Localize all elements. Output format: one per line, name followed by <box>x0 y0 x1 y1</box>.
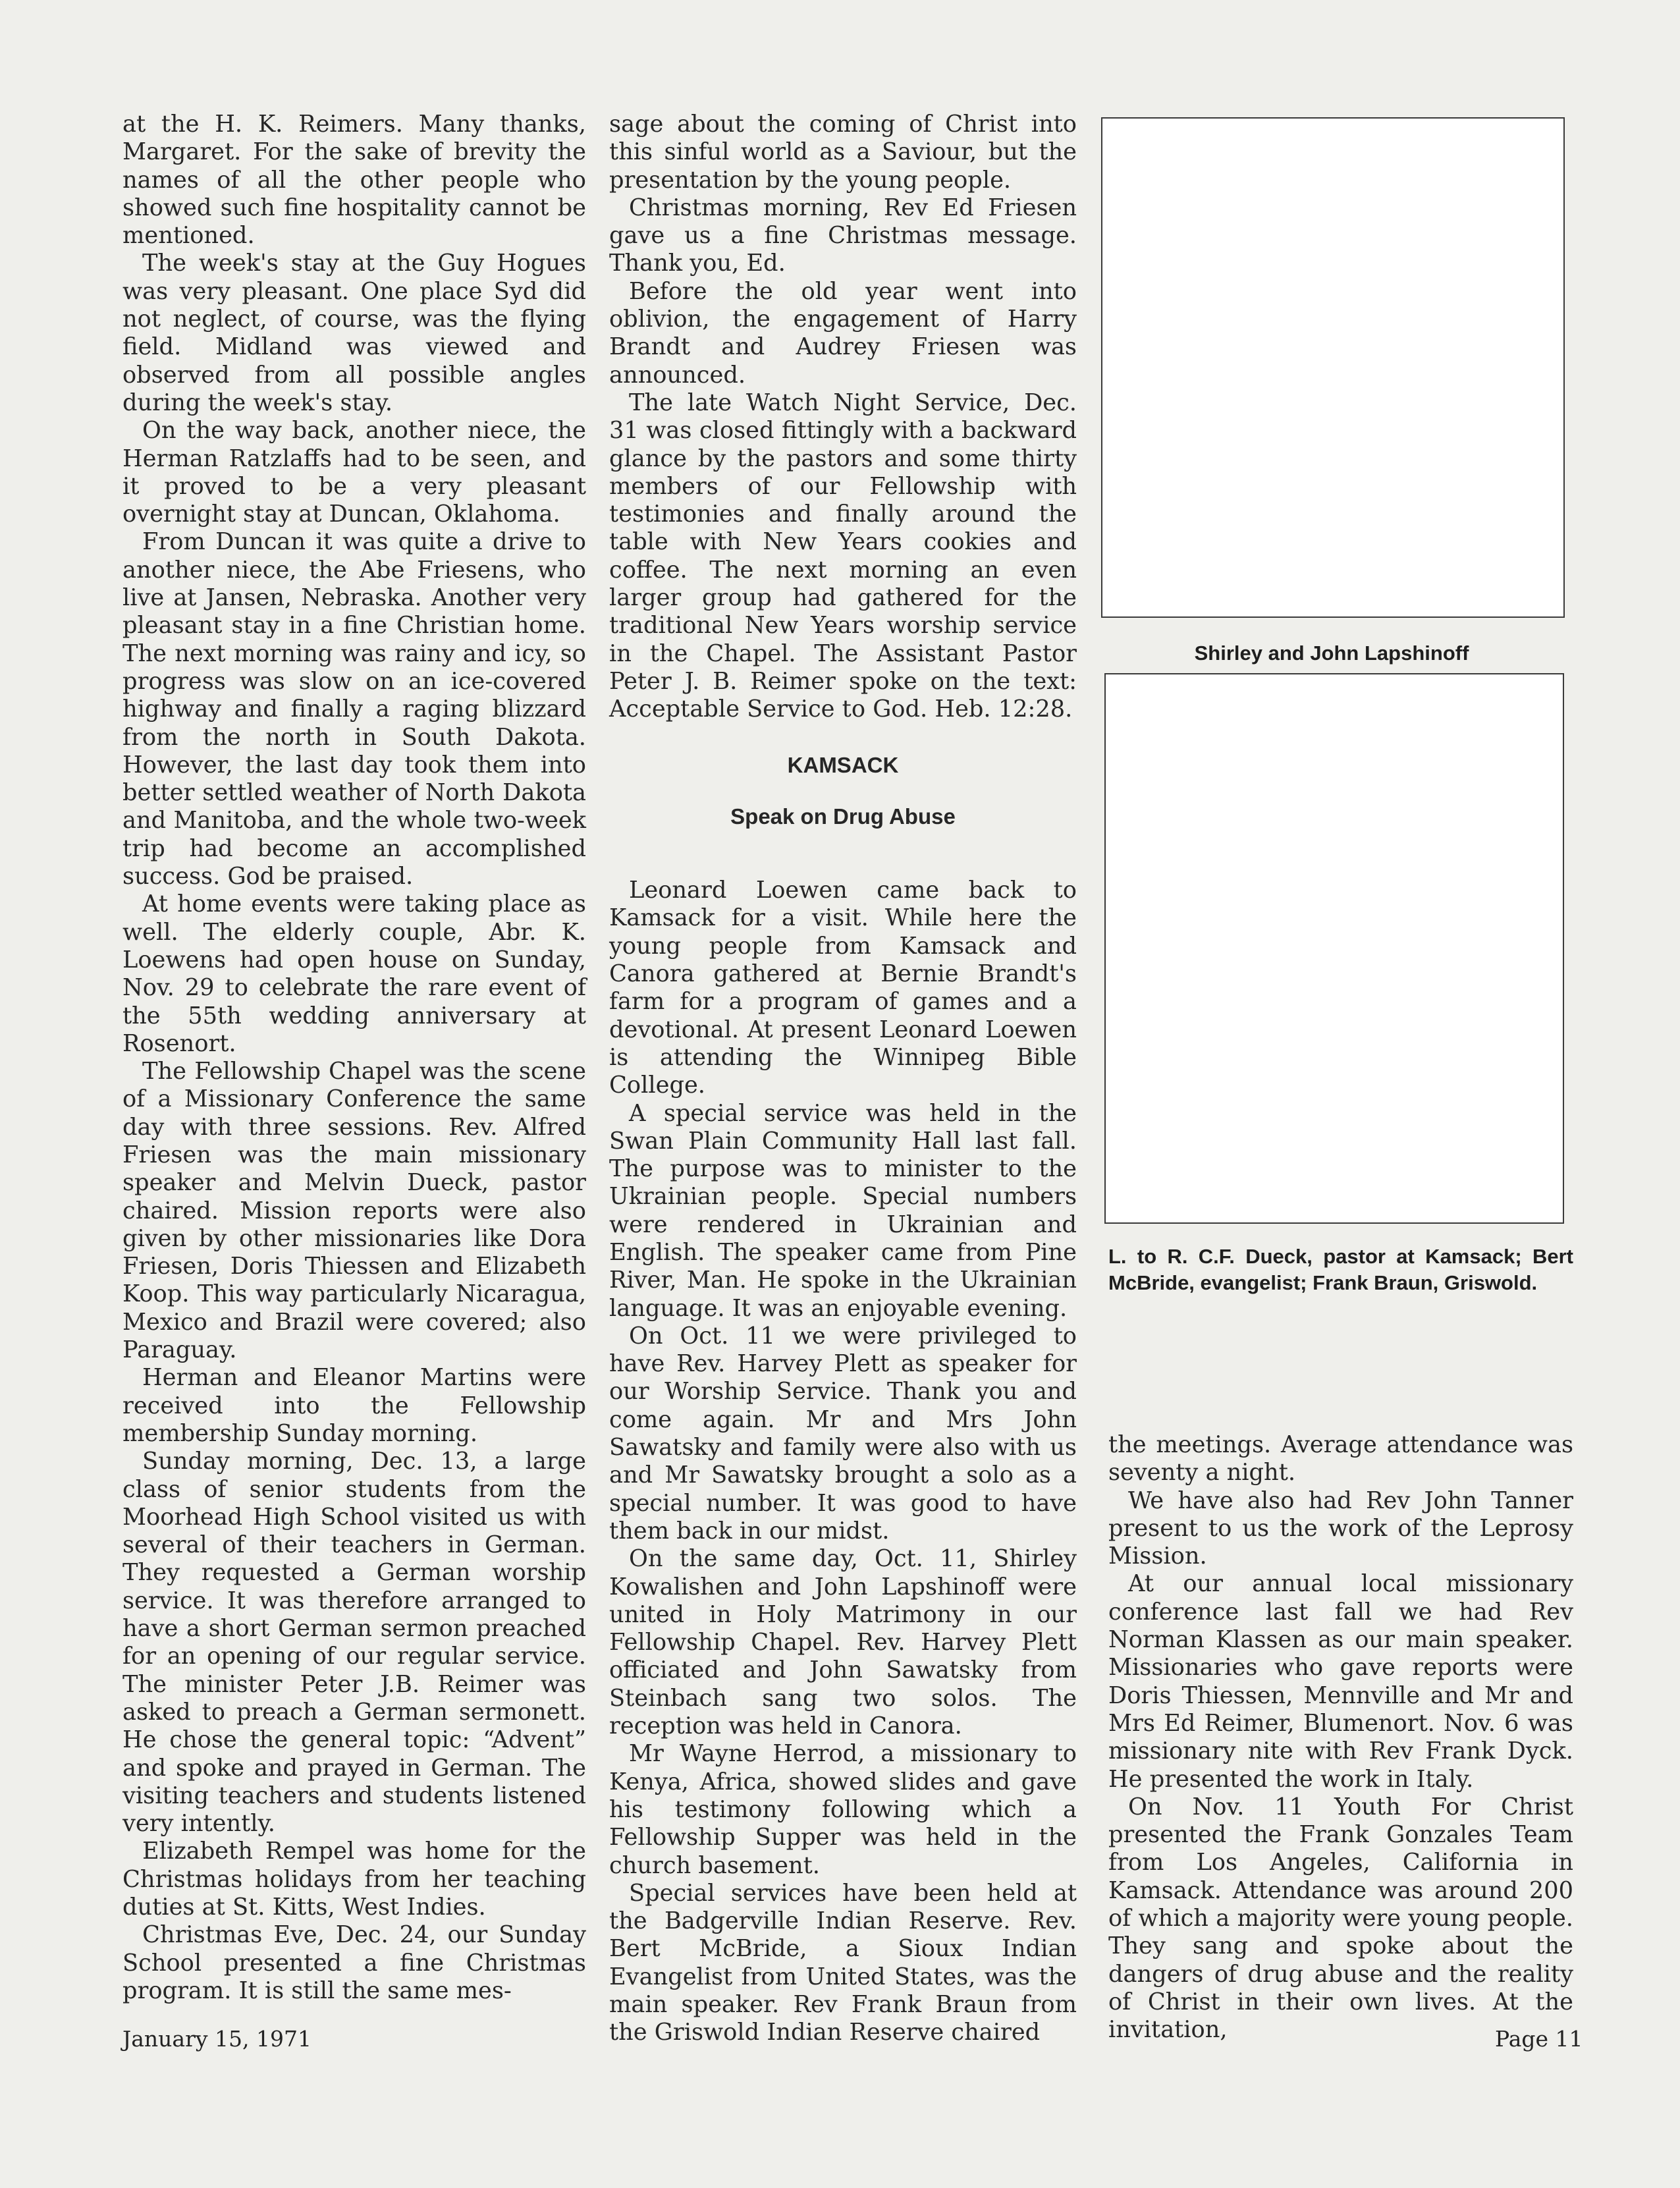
article-column-1 <box>122 111 586 2005</box>
paragraph: Elizabeth Rempel was home for the Christmas holidays from her teaching duties at St. Kitts, West Indies. <box>122 1838 586 1921</box>
paragraph: The week's stay at the Guy Hogues was very pleasant. One place Syd did not neglect, of course, was the flying field. Midland was viewed and observed from all possible angles during the week's stay. <box>122 250 586 416</box>
paragraph: At our annual local missionary conference last fall we had Rev Norman Klassen as our main speaker. Missionaries who gave reports were Doris Thiessen, Mennville and Mr and Mrs Ed Reimer, Blumenort. Nov. 6 was missionary nite with Rev Frank Dyck. He presented the work in Italy. <box>1108 1570 1573 1793</box>
photo-dueck-mcbride-braun <box>1104 673 1564 1224</box>
paragraph: Before the old year went into oblivion, the engagement of Harry Brandt and Audrey Friesen was announced. <box>609 277 1077 389</box>
paragraph: At home events were taking place as well. The elderly couple, Abr. K. Loewens had open house on Sunday, Nov. 29 to celebrate the rare event of the 55th wedding anniversary at Rosenort. <box>122 890 586 1057</box>
section-subtitle: Speak on Drug Abuse <box>730 804 956 829</box>
paragraph: A special service was held in the Swan Plain Community Hall last fall. The purpose was to minister to the Ukrainian people. Special numbers were rendered in Ukrainian and English. The speaker came from Pine River, Man. He spoke in the Ukrainian language. It was an enjoyable evening. <box>609 1099 1077 1322</box>
paragraph: Christmas Eve, Dec. 24, our Sunday School presented a fine Christmas program. It is still the same mes- <box>122 1921 586 2004</box>
issue-date: January 15, 1971 <box>122 2026 312 2052</box>
paragraph: Special services have been held at the Badgerville Indian Reserve. Rev. Bert McBride, a Sioux Indian Evangelist from United States, was the main speaker. Rev Frank Braun from the Griswold Indian Reserve chaired <box>609 1879 1077 2046</box>
section-title: KAMSACK <box>787 752 899 777</box>
paragraph: The late Watch Night Service, Dec. 31 was closed fittingly with a backward glance by the pastors and some thirty members of our Fellowship with testimonies and finally around the table with New Years cookies and coffee. The next morning an even larger group had gathered for the traditional New Years worship service in the Chapel. The Assistant Pastor Peter J. B. Reimer spoke on the text: Acceptable Service to God. Heb. 12:28. <box>609 389 1077 723</box>
photo-lapshinoff <box>1101 117 1565 618</box>
paragraph: at the H. K. Reimers. Many thanks, Margaret. For the sake of brevity the names of all the other people who showed such fine hospitality cannot be mentioned. <box>122 111 586 250</box>
paragraph: the meetings. Average attendance was seventy a night. <box>1108 1431 1573 1487</box>
paragraph: Sunday morning, Dec. 13, a large class of senior students from the Moorhead High School visited us with several of their teachers in German. They requested a German worship service. It was therefore arranged to have a short German sermon preached for an opening of our regular service. The minister Peter J.B. Reimer was asked to preach a German sermonett. He chose the general topic: “Advent” and spoke and prayed in German. The visiting teachers and students listened very intently. <box>122 1448 586 1838</box>
article-column-2 <box>609 111 1077 2047</box>
paragraph: From Duncan it was quite a drive to another niece, the Abe Friesens, who live at Jansen, Nebraska. Another very pleasant stay in a fine Christian home. The next morning was rainy and icy, so progress was slow on an ice-covered highway and finally a raging blizzard from the north in South Dakota. However, the last day took them into better settled weather of North Dakota and Manitoba, and the whole two-week trip had become an accomplished success. God be praised. <box>122 528 586 890</box>
paragraph: On Nov. 11 Youth For Christ presented the Frank Gonzales Team from Los Angeles, California in Kamsack. Attendance was around 200 of which a majority were young people. They sang and spoke about the dangers of drug abuse and the reality of Christ in their own lives. At the invitation, <box>1108 1793 1573 2044</box>
photo-caption: L. to R. C.F. Dueck, pastor at Kamsack; Bert McBride, evangelist; Frank Braun, Griswold. <box>1108 1245 1573 1294</box>
paragraph: sage about the coming of Christ into this sinful world as a Saviour, but the presentation by the young people. <box>609 111 1077 194</box>
paragraph: Herman and Eleanor Martins were received into the Fellowship membership Sunday morning. <box>122 1364 586 1447</box>
paragraph: Mr Wayne Herrod, a missionary to Kenya, Africa, showed slides and gave his testimony following which a Fellowship Supper was held in the church basement. <box>609 1740 1077 1879</box>
page-number: Page 11 <box>1495 2026 1583 2052</box>
photo-caption: Shirley and John Lapshinoff <box>1194 642 1469 665</box>
paragraph: On the way back, another niece, the Herman Ratzlaffs had to be seen, and it proved to be a very pleasant overnight stay at Duncan, Oklahoma. <box>122 417 586 528</box>
paragraph: Leonard Loewen came back to Kamsack for a visit. While here the young people from Kamsack and Canora gathered at Bernie Brandt's farm for a program of games and a devotional. At present Leonard Loewen is attending the Winnipeg Bible College. <box>609 877 1077 1099</box>
article-column-3 <box>1108 1431 1573 2044</box>
paragraph: The Fellowship Chapel was the scene of a Missionary Conference the same day with three sessions. Rev. Alfred Friesen was the main missionary speaker and Melvin Dueck, pastor chaired. Mission reports were also given by other missionaries like Dora Friesen, Doris Thiessen and Elizabeth Koop. This way particularly Nicaragua, Mexico and Brazil were covered; also Paraguay. <box>122 1058 586 1364</box>
paragraph: We have also had Rev John Tanner present to us the work of the Leprosy Mission. <box>1108 1487 1573 1570</box>
paragraph: On the same day, Oct. 11, Shirley Kowalishen and John Lapshinoff were united in Holy Matrimony in our Fellowship Chapel. Rev. Harvey Plett officiated and John Sawatsky from Steinbach sang two solos. The reception was held in Canora. <box>609 1545 1077 1740</box>
paragraph: On Oct. 11 we were privileged to have Rev. Harvey Plett as speaker for our Worship Service. Thank you and come again. Mr and Mrs John Sawatsky and family were also with us and Mr Sawatsky brought a solo as a special number. It was good to have them back in our midst. <box>609 1322 1077 1545</box>
paragraph: Christmas morning, Rev Ed Friesen gave us a fine Christmas message. Thank you, Ed. <box>609 194 1077 277</box>
